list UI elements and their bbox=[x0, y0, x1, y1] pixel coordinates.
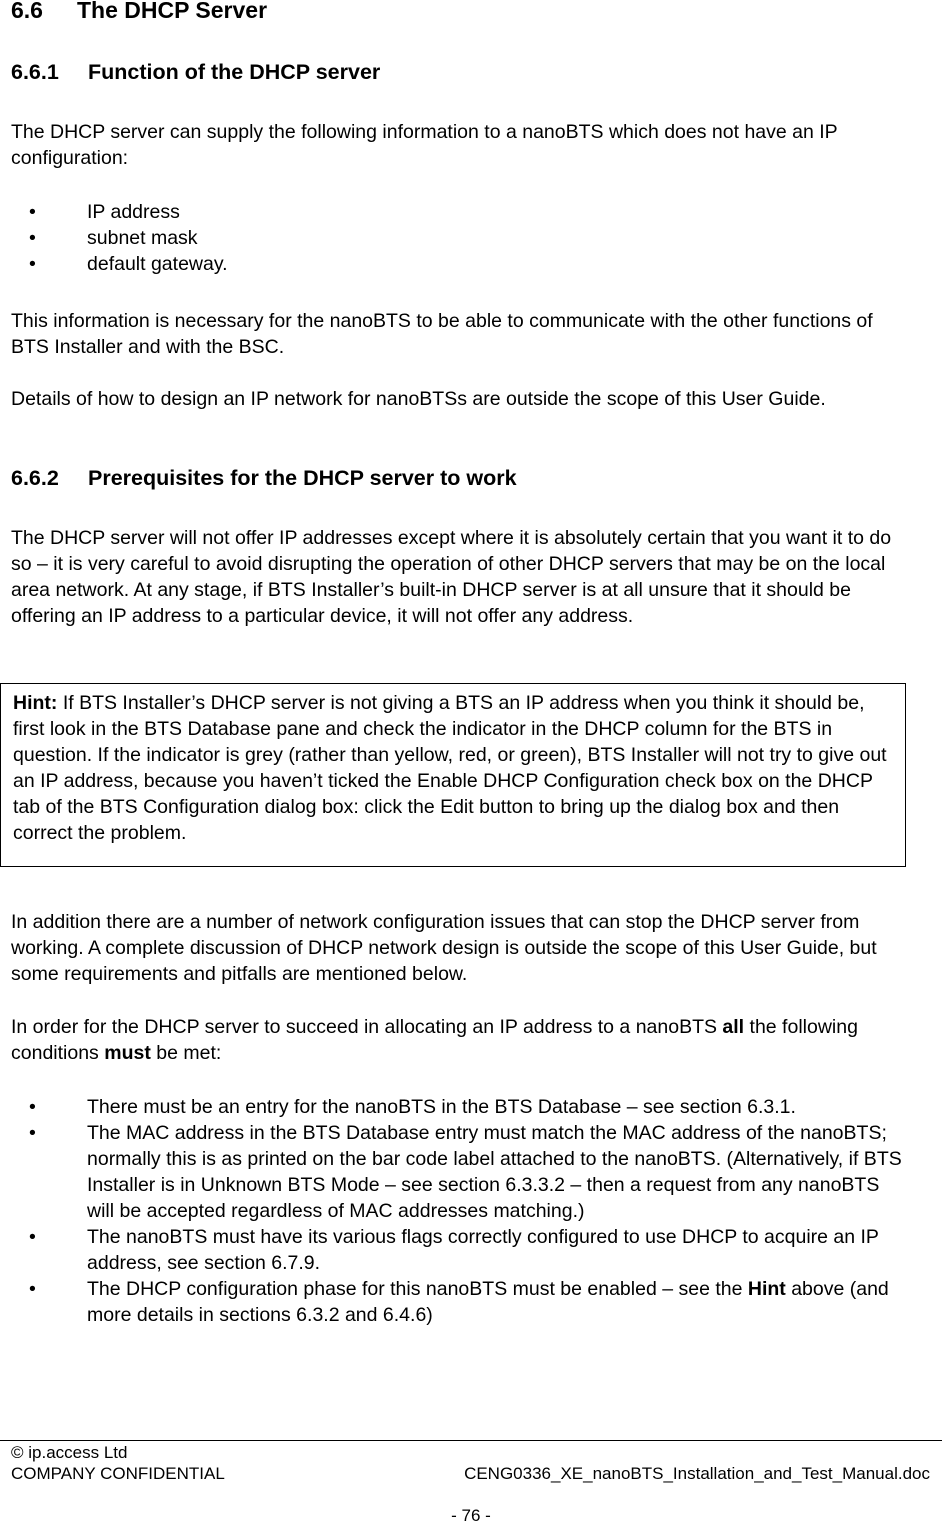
footer-divider bbox=[0, 1440, 942, 1441]
footer-confidential: COMPANY CONFIDENTIAL bbox=[11, 1464, 225, 1483]
emphasis-all: all bbox=[722, 1016, 745, 1038]
list-item: • There must be an entry for the nanoBTS in the BTS Database – see section 6.3.1. bbox=[29, 1096, 796, 1118]
bullet-icon: • bbox=[29, 253, 36, 275]
paragraph-intro: The DHCP server can supply the following information to a nanoBTS which does not have an IP configuration: bbox=[11, 121, 838, 169]
paragraph-conditions: In order for the DHCP server to succeed in allocating an IP address to a nanoBTS all the following conditions must be met: bbox=[11, 1016, 858, 1064]
list-item: • The DHCP configuration phase for this nanoBTS must be enabled – see the Hint above (and more details in sections 6.3.2 and 6.4.6) bbox=[29, 1278, 889, 1326]
info-list bbox=[11, 199, 911, 277]
subsection-title: Prerequisites for the DHCP server to work bbox=[88, 466, 517, 490]
bullet-icon: • bbox=[29, 201, 36, 223]
list-item: • subnet mask bbox=[29, 227, 198, 249]
section-number: 6.6 bbox=[11, 0, 43, 23]
subsection-number: 6.6.2 bbox=[11, 466, 59, 490]
conditions-list bbox=[11, 1094, 911, 1328]
section-heading bbox=[11, 0, 267, 24]
hint-box bbox=[0, 683, 906, 867]
hint-text: If BTS Installer’s DHCP server is not giving a BTS an IP address when you think it should be, first look in the BTS Database pane and check the indicator in the DHCP column for the BTS in question. If the indicator is grey (rather than yellow, red, or green), BTS Installer will not try to give out an IP address, because you haven’t ticked the Enable DHCP Configuration check box on the DHCP tab of the BTS Configuration dialog box: click the Edit button to bring up the dialog box and then correct the problem. bbox=[13, 692, 887, 844]
paragraph-scope: Details of how to design an IP network for nanoBTSs are outside the scope of this User Guide. bbox=[11, 388, 826, 410]
bullet-icon: • bbox=[29, 1122, 36, 1144]
list-item: • The nanoBTS must have its various flags correctly configured to use DHCP to acquire an IP address, see section 6.7.9. bbox=[29, 1226, 879, 1274]
bullet-icon: • bbox=[29, 1226, 36, 1248]
bullet-icon: • bbox=[29, 1096, 36, 1118]
list-item: • The MAC address in the BTS Database entry must match the MAC address of the nanoBTS; normally this is as printed on the bar code label attached to the nanoBTS. (Alternatively, if BTS Installer is in Unknown BTS Mode – see section 6.3.3.2 – then a request from any nanoBTS will be accepted regardless of MAC addresses matching.) bbox=[29, 1122, 902, 1222]
subsection-title: Function of the DHCP server bbox=[88, 60, 381, 84]
emphasis-must: must bbox=[104, 1042, 151, 1064]
subsection-heading-prerequisites bbox=[11, 466, 517, 491]
footer-copyright: © ip.access Ltd bbox=[11, 1443, 128, 1462]
paragraph-network-issues: In addition there are a number of network configuration issues that can stop the DHCP server from working. A complete discussion of DHCP network design is outside the scope of this User Guide, but some requirements and pitfalls are mentioned below. bbox=[11, 911, 877, 985]
hint-label: Hint: bbox=[13, 692, 58, 714]
list-item: • IP address bbox=[29, 201, 180, 223]
paragraph-necessity: This information is necessary for the nanoBTS to be able to communicate with the other functions of BTS Installer and with the BSC. bbox=[11, 310, 873, 358]
bullet-icon: • bbox=[29, 1278, 36, 1300]
subsection-heading-function bbox=[11, 60, 380, 85]
subsection-number: 6.6.1 bbox=[11, 60, 59, 84]
list-item: • default gateway. bbox=[29, 253, 228, 275]
page-number: - 76 - bbox=[451, 1506, 491, 1525]
section-title: The DHCP Server bbox=[77, 0, 268, 23]
emphasis-hint: Hint bbox=[747, 1278, 786, 1300]
paragraph-careful: The DHCP server will not offer IP addresses except where it is absolutely certain that you want it to do so – it is very careful to avoid disrupting the operation of other DHCP servers that may be on the local area network. At any stage, if BTS Installer’s built-in DHCP server is at all unsure that it should be offering an IP address to a particular device, it will not offer any address. bbox=[11, 527, 892, 627]
bullet-icon: • bbox=[29, 227, 36, 249]
footer-filename: CENG0336_XE_nanoBTS_Installation_and_Test_Manual.doc bbox=[464, 1464, 930, 1483]
